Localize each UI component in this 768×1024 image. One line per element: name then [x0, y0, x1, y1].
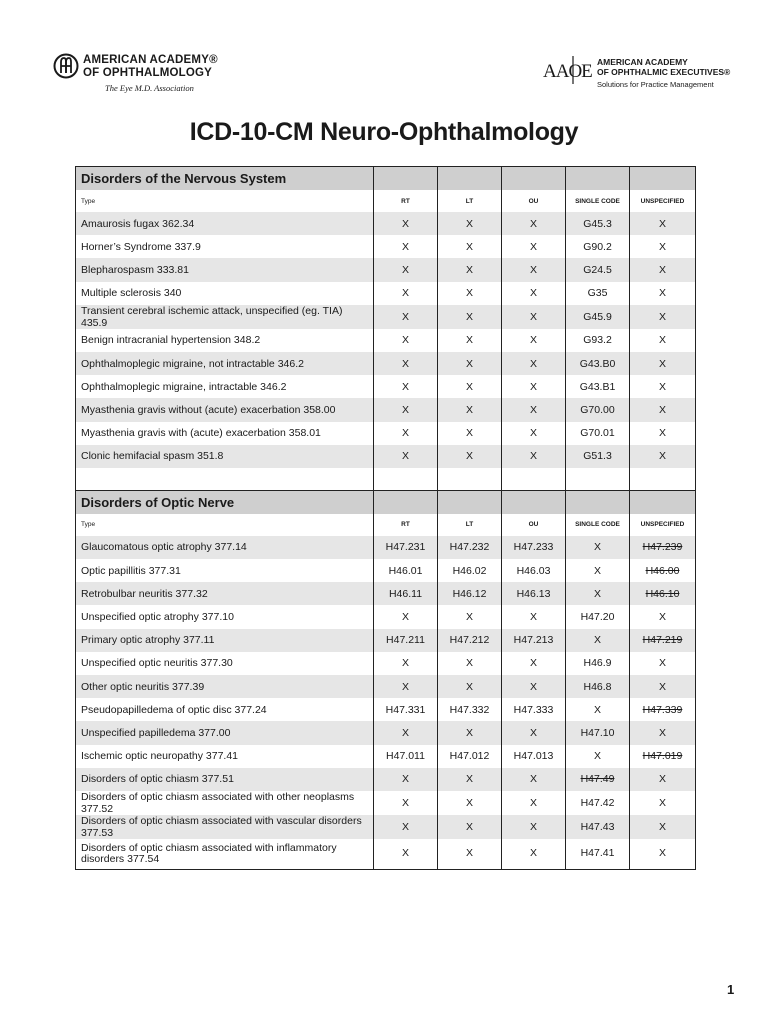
single-cell: H46.9: [566, 652, 630, 675]
section-heading-blank: [630, 167, 696, 191]
unspecified-cell: H46.10: [630, 582, 696, 605]
aaoe-emblem-icon: [542, 52, 592, 88]
single-cell: G70.01: [566, 422, 630, 445]
single-cell: H47.20: [566, 605, 630, 628]
column-header-lt: LT: [438, 514, 502, 536]
ou-cell: X: [502, 605, 566, 628]
ou-cell: X: [502, 352, 566, 375]
rt-cell: X: [374, 329, 438, 352]
section-heading-row: [76, 167, 696, 191]
single-cell: X: [566, 629, 630, 652]
lt-cell: X: [438, 352, 502, 375]
table-row: [76, 815, 696, 839]
section-heading-blank: [438, 490, 502, 514]
ou-cell: X: [502, 815, 566, 839]
unspecified-cell: X: [630, 212, 696, 235]
table-row: [76, 258, 696, 281]
table-row: [76, 582, 696, 605]
lt-cell: X: [438, 282, 502, 305]
unspecified-cell: H46.00: [630, 559, 696, 582]
unspecified-cell: X: [630, 675, 696, 698]
section-title: Disorders of Optic Nerve: [76, 490, 374, 514]
page-title: ICD-10-CM Neuro-Ophthalmology: [189, 118, 579, 146]
column-header-type: Type: [76, 514, 374, 536]
lt-cell: H47.232: [438, 536, 502, 559]
rt-cell: H46.01: [374, 559, 438, 582]
spacer-cell: [438, 468, 502, 491]
table-row: [76, 791, 696, 815]
table-row: [76, 235, 696, 258]
table-row: [76, 445, 696, 468]
rt-cell: X: [374, 839, 438, 870]
unspecified-cell: X: [630, 791, 696, 815]
unspecified-cell: H47.339: [630, 698, 696, 721]
table-row: [76, 768, 696, 791]
ou-cell: X: [502, 422, 566, 445]
rt-cell: X: [374, 282, 438, 305]
column-header-lt: LT: [438, 190, 502, 212]
aaoe-tagline: Solutions for Practice Management: [597, 80, 714, 89]
unspecified-cell: X: [630, 235, 696, 258]
lt-cell: X: [438, 815, 502, 839]
ou-cell: X: [502, 652, 566, 675]
table-row: [76, 282, 696, 305]
spacer-cell: [566, 468, 630, 491]
aaoe-logo: [542, 52, 742, 92]
aaoe-mark: AAOE: [543, 61, 592, 82]
single-cell: G43.B0: [566, 352, 630, 375]
table-row: [76, 698, 696, 721]
condition-cell: Unspecified optic atrophy 377.10: [76, 605, 374, 628]
condition-cell: Blepharospasm 333.81: [76, 258, 374, 281]
section-heading-blank: [502, 167, 566, 191]
ou-cell: H46.13: [502, 582, 566, 605]
single-cell: X: [566, 582, 630, 605]
rt-cell: X: [374, 445, 438, 468]
rt-cell: X: [374, 791, 438, 815]
rt-cell: X: [374, 768, 438, 791]
lt-cell: X: [438, 445, 502, 468]
condition-cell: Disorders of optic chiasm associated with vascular disorders 377.53: [76, 815, 374, 839]
lt-cell: X: [438, 235, 502, 258]
condition-cell: Glaucomatous optic atrophy 377.14: [76, 536, 374, 559]
spacer-cell: [374, 468, 438, 491]
lt-cell: X: [438, 721, 502, 744]
column-header-ou: OU: [502, 190, 566, 212]
single-cell: G93.2: [566, 329, 630, 352]
single-cell: G70.00: [566, 398, 630, 421]
rt-cell: X: [374, 375, 438, 398]
condition-cell: Pseudopapilledema of optic disc 377.24: [76, 698, 374, 721]
condition-cell: Unspecified papilledema 377.00: [76, 721, 374, 744]
ou-cell: X: [502, 305, 566, 329]
lt-cell: X: [438, 258, 502, 281]
condition-cell: Ischemic optic neuropathy 377.41: [76, 745, 374, 768]
lt-cell: X: [438, 212, 502, 235]
single-cell: H47.43: [566, 815, 630, 839]
condition-cell: Benign intracranial hypertension 348.2: [76, 329, 374, 352]
aaoe-name-line2: OF OPHTHALMIC EXECUTIVES®: [597, 67, 731, 77]
section-heading-blank: [566, 167, 630, 191]
condition-cell: Horner’s Syndrome 337.9: [76, 235, 374, 258]
ou-cell: H47.333: [502, 698, 566, 721]
condition-cell: Transient cerebral ischemic attack, unspecified (eg. TIA) 435.9: [76, 305, 374, 329]
ou-cell: X: [502, 398, 566, 421]
unspecified-cell: X: [630, 721, 696, 744]
rt-cell: X: [374, 235, 438, 258]
section-heading-blank: [566, 490, 630, 514]
rt-cell: X: [374, 258, 438, 281]
single-cell: G43.B1: [566, 375, 630, 398]
ou-cell: X: [502, 768, 566, 791]
ou-cell: X: [502, 721, 566, 744]
table-row: [76, 559, 696, 582]
single-cell: G35: [566, 282, 630, 305]
spacer-cell: [76, 468, 374, 491]
lt-cell: X: [438, 605, 502, 628]
single-cell: X: [566, 559, 630, 582]
rt-cell: H47.331: [374, 698, 438, 721]
table-row: [76, 652, 696, 675]
table-row: [76, 352, 696, 375]
ou-cell: X: [502, 791, 566, 815]
rt-cell: H47.011: [374, 745, 438, 768]
aao-name-line2: OF OPHTHALMOLOGY: [83, 67, 213, 79]
lt-cell: X: [438, 375, 502, 398]
ou-cell: H46.03: [502, 559, 566, 582]
unspecified-cell: X: [630, 329, 696, 352]
table-row: [76, 839, 696, 870]
condition-cell: Ophthalmoplegic migraine, not intractable 346.2: [76, 352, 374, 375]
condition-cell: Myasthenia gravis without (acute) exacerbation 358.00: [76, 398, 374, 421]
column-header-single: SINGLE CODE: [566, 514, 630, 536]
section-heading-blank: [630, 490, 696, 514]
unspecified-cell: X: [630, 375, 696, 398]
single-cell: G45.3: [566, 212, 630, 235]
lt-cell: X: [438, 768, 502, 791]
rt-cell: X: [374, 212, 438, 235]
section-heading-blank: [374, 167, 438, 191]
ou-cell: X: [502, 675, 566, 698]
section-title: Disorders of the Nervous System: [76, 167, 374, 191]
rt-cell: X: [374, 422, 438, 445]
single-cell: H47.49: [566, 768, 630, 791]
table-row: [76, 375, 696, 398]
aao-tagline: The Eye M.D. Association: [105, 83, 194, 93]
condition-cell: Unspecified optic neuritis 377.30: [76, 652, 374, 675]
table-row: [76, 745, 696, 768]
lt-cell: H46.02: [438, 559, 502, 582]
rt-cell: X: [374, 675, 438, 698]
lt-cell: X: [438, 652, 502, 675]
condition-cell: Amaurosis fugax 362.34: [76, 212, 374, 235]
unspecified-cell: X: [630, 422, 696, 445]
column-header-unspecified: UNSPECIFIED: [630, 514, 696, 536]
table-row: [76, 398, 696, 421]
ou-cell: H47.013: [502, 745, 566, 768]
rt-cell: X: [374, 305, 438, 329]
unspecified-cell: X: [630, 258, 696, 281]
lt-cell: X: [438, 422, 502, 445]
single-cell: X: [566, 536, 630, 559]
column-header-rt: RT: [374, 190, 438, 212]
lt-cell: H47.332: [438, 698, 502, 721]
spacer-row: [76, 468, 696, 491]
code-table-body: [76, 167, 696, 870]
condition-cell: Disorders of optic chiasm associated with other neoplasms 377.52: [76, 791, 374, 815]
condition-cell: Other optic neuritis 377.39: [76, 675, 374, 698]
rt-cell: X: [374, 352, 438, 375]
single-cell: G90.2: [566, 235, 630, 258]
unspecified-cell: X: [630, 768, 696, 791]
aaoe-name-line1: AMERICAN ACADEMY: [597, 57, 688, 67]
lt-cell: H47.012: [438, 745, 502, 768]
single-cell: X: [566, 745, 630, 768]
lt-cell: X: [438, 305, 502, 329]
code-table: [75, 166, 696, 870]
table-row: [76, 536, 696, 559]
rt-cell: H47.231: [374, 536, 438, 559]
table-row: [76, 212, 696, 235]
aao-logo: [53, 53, 253, 95]
table-row: [76, 629, 696, 652]
single-cell: H47.41: [566, 839, 630, 870]
rt-cell: X: [374, 815, 438, 839]
single-cell: H47.10: [566, 721, 630, 744]
unspecified-cell: X: [630, 652, 696, 675]
aao-name-line1: AMERICAN ACADEMY®: [83, 54, 218, 66]
single-cell: G51.3: [566, 445, 630, 468]
rt-cell: H46.11: [374, 582, 438, 605]
ou-cell: X: [502, 329, 566, 352]
rt-cell: X: [374, 398, 438, 421]
column-header-type: Type: [76, 190, 374, 212]
single-cell: H46.8: [566, 675, 630, 698]
unspecified-cell: H47.019: [630, 745, 696, 768]
lt-cell: X: [438, 675, 502, 698]
unspecified-cell: X: [630, 352, 696, 375]
lt-cell: X: [438, 839, 502, 870]
spacer-cell: [630, 468, 696, 491]
condition-cell: Retrobulbar neuritis 377.32: [76, 582, 374, 605]
lt-cell: X: [438, 398, 502, 421]
single-cell: H47.42: [566, 791, 630, 815]
unspecified-cell: X: [630, 398, 696, 421]
condition-cell: Disorders of optic chiasm associated with inflammatory disorders 377.54: [76, 839, 374, 870]
rt-cell: H47.211: [374, 629, 438, 652]
section-heading-blank: [502, 490, 566, 514]
rt-cell: X: [374, 652, 438, 675]
table-row: [76, 675, 696, 698]
lt-cell: X: [438, 791, 502, 815]
single-cell: X: [566, 698, 630, 721]
ou-cell: X: [502, 445, 566, 468]
single-cell: G45.9: [566, 305, 630, 329]
condition-cell: Multiple sclerosis 340: [76, 282, 374, 305]
section-heading-blank: [438, 167, 502, 191]
unspecified-cell: X: [630, 305, 696, 329]
unspecified-cell: X: [630, 839, 696, 870]
column-header-row: [76, 514, 696, 536]
unspecified-cell: X: [630, 605, 696, 628]
column-header-unspecified: UNSPECIFIED: [630, 190, 696, 212]
table-row: [76, 422, 696, 445]
table-row: [76, 329, 696, 352]
unspecified-cell: H47.239: [630, 536, 696, 559]
condition-cell: Disorders of optic chiasm 377.51: [76, 768, 374, 791]
condition-cell: Optic papillitis 377.31: [76, 559, 374, 582]
column-header-single: SINGLE CODE: [566, 190, 630, 212]
ou-cell: X: [502, 258, 566, 281]
column-header-ou: OU: [502, 514, 566, 536]
rt-cell: X: [374, 605, 438, 628]
unspecified-cell: H47.219: [630, 629, 696, 652]
ou-cell: X: [502, 235, 566, 258]
ou-cell: X: [502, 375, 566, 398]
condition-cell: Ophthalmoplegic migraine, intractable 346.2: [76, 375, 374, 398]
rt-cell: X: [374, 721, 438, 744]
table-row: [76, 305, 696, 329]
ou-cell: H47.213: [502, 629, 566, 652]
ou-cell: X: [502, 212, 566, 235]
section-heading-row: [76, 490, 696, 514]
lt-cell: H47.212: [438, 629, 502, 652]
table-row: [76, 721, 696, 744]
condition-cell: Myasthenia gravis with (acute) exacerbation 358.01: [76, 422, 374, 445]
table-row: [76, 605, 696, 628]
page-number: 1: [727, 982, 735, 997]
column-header-row: [76, 190, 696, 212]
spacer-cell: [502, 468, 566, 491]
lt-cell: H46.12: [438, 582, 502, 605]
lt-cell: X: [438, 329, 502, 352]
unspecified-cell: X: [630, 445, 696, 468]
unspecified-cell: X: [630, 815, 696, 839]
section-heading-blank: [374, 490, 438, 514]
aao-emblem-icon: [53, 53, 79, 79]
ou-cell: H47.233: [502, 536, 566, 559]
ou-cell: X: [502, 282, 566, 305]
unspecified-cell: X: [630, 282, 696, 305]
condition-cell: Clonic hemifacial spasm 351.8: [76, 445, 374, 468]
condition-cell: Primary optic atrophy 377.11: [76, 629, 374, 652]
ou-cell: X: [502, 839, 566, 870]
column-header-rt: RT: [374, 514, 438, 536]
single-cell: G24.5: [566, 258, 630, 281]
